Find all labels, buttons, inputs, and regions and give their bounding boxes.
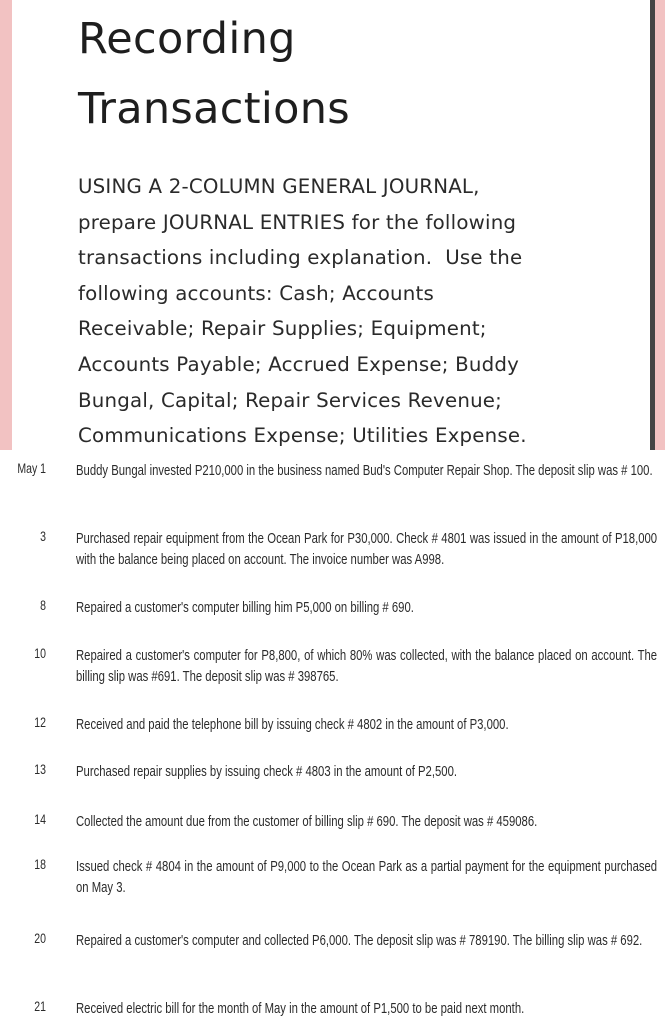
transaction-date: 8 bbox=[40, 598, 46, 613]
instruction-line: Receivable; Repair Supplies; Equipment; bbox=[78, 317, 487, 341]
instruction-line: prepare JOURNAL ENTRIES for the following bbox=[78, 210, 517, 234]
transaction-date: 14 bbox=[34, 812, 46, 827]
transaction-text: Purchased repair supplies by issuing check # 4803 in the amount of P2,500. bbox=[76, 764, 458, 780]
slide-edge bbox=[650, 0, 655, 450]
title-line: Transactions bbox=[78, 84, 350, 134]
transaction-text: Repaired a customer's computer for P8,800, of which 80% was collected, with the balance placed on account. The billing slip was #691. The deposit slip was # 398765. bbox=[76, 648, 658, 685]
transaction-text: Repaired a customer's computer billing him P5,000 on billing # 690. bbox=[76, 600, 414, 616]
transaction-date: 3 bbox=[40, 529, 46, 544]
transaction-text: Issued check # 4804 in the amount of P9,000 to the Ocean Park as a partial payment for the equipment purchased on May 3. bbox=[76, 859, 658, 896]
transaction-date: 12 bbox=[34, 715, 46, 730]
transaction-text: Collected the amount due from the customer of billing slip # 690. The deposit was # 459086. bbox=[76, 814, 538, 830]
instruction-line: following accounts: Cash; Accounts bbox=[78, 281, 434, 305]
transaction-text: Received and paid the telephone bill by issuing check # 4802 in the amount of P3,000. bbox=[76, 717, 509, 733]
instruction-line: Accounts Payable; Accrued Expense; Buddy bbox=[78, 352, 520, 376]
transaction-text: Purchased repair equipment from the Ocean Park for P30,000. Check # 4801 was issued in the amount of P18,000 with the balance being placed on account. The invoice number was A998. bbox=[76, 531, 658, 568]
instructions bbox=[78, 169, 598, 454]
slide-background bbox=[0, 0, 665, 450]
transaction-date: 20 bbox=[34, 931, 46, 946]
instruction-line: transactions including explanation. Use the bbox=[78, 246, 523, 270]
instruction-line: Bungal, Capital; Repair Services Revenue; bbox=[78, 388, 503, 412]
transaction-date: 10 bbox=[34, 646, 46, 661]
slide-title bbox=[78, 4, 618, 144]
instruction-line: Communications Expense; Utilities Expense. bbox=[78, 424, 527, 448]
transaction-text: Repaired a customer's computer and collected P6,000. The deposit slip was # 789190. The billing slip was # 692. bbox=[76, 933, 643, 949]
transaction-text: Received electric bill for the month of May in the amount of P1,500 to be paid next month. bbox=[76, 1001, 525, 1017]
transaction-date: 13 bbox=[34, 762, 46, 777]
instruction-line: USING A 2-COLUMN GENERAL JOURNAL, bbox=[78, 175, 480, 198]
transaction-date: May 1 bbox=[17, 461, 46, 476]
transaction-text: Buddy Bungal invested P210,000 in the business named Bud's Computer Repair Shop. The deposit slip was # 100. bbox=[76, 463, 653, 479]
title-line: Recording bbox=[78, 14, 296, 64]
transaction-list bbox=[0, 450, 665, 1024]
transaction-date: 18 bbox=[34, 857, 46, 872]
transaction-date: 21 bbox=[34, 999, 46, 1014]
